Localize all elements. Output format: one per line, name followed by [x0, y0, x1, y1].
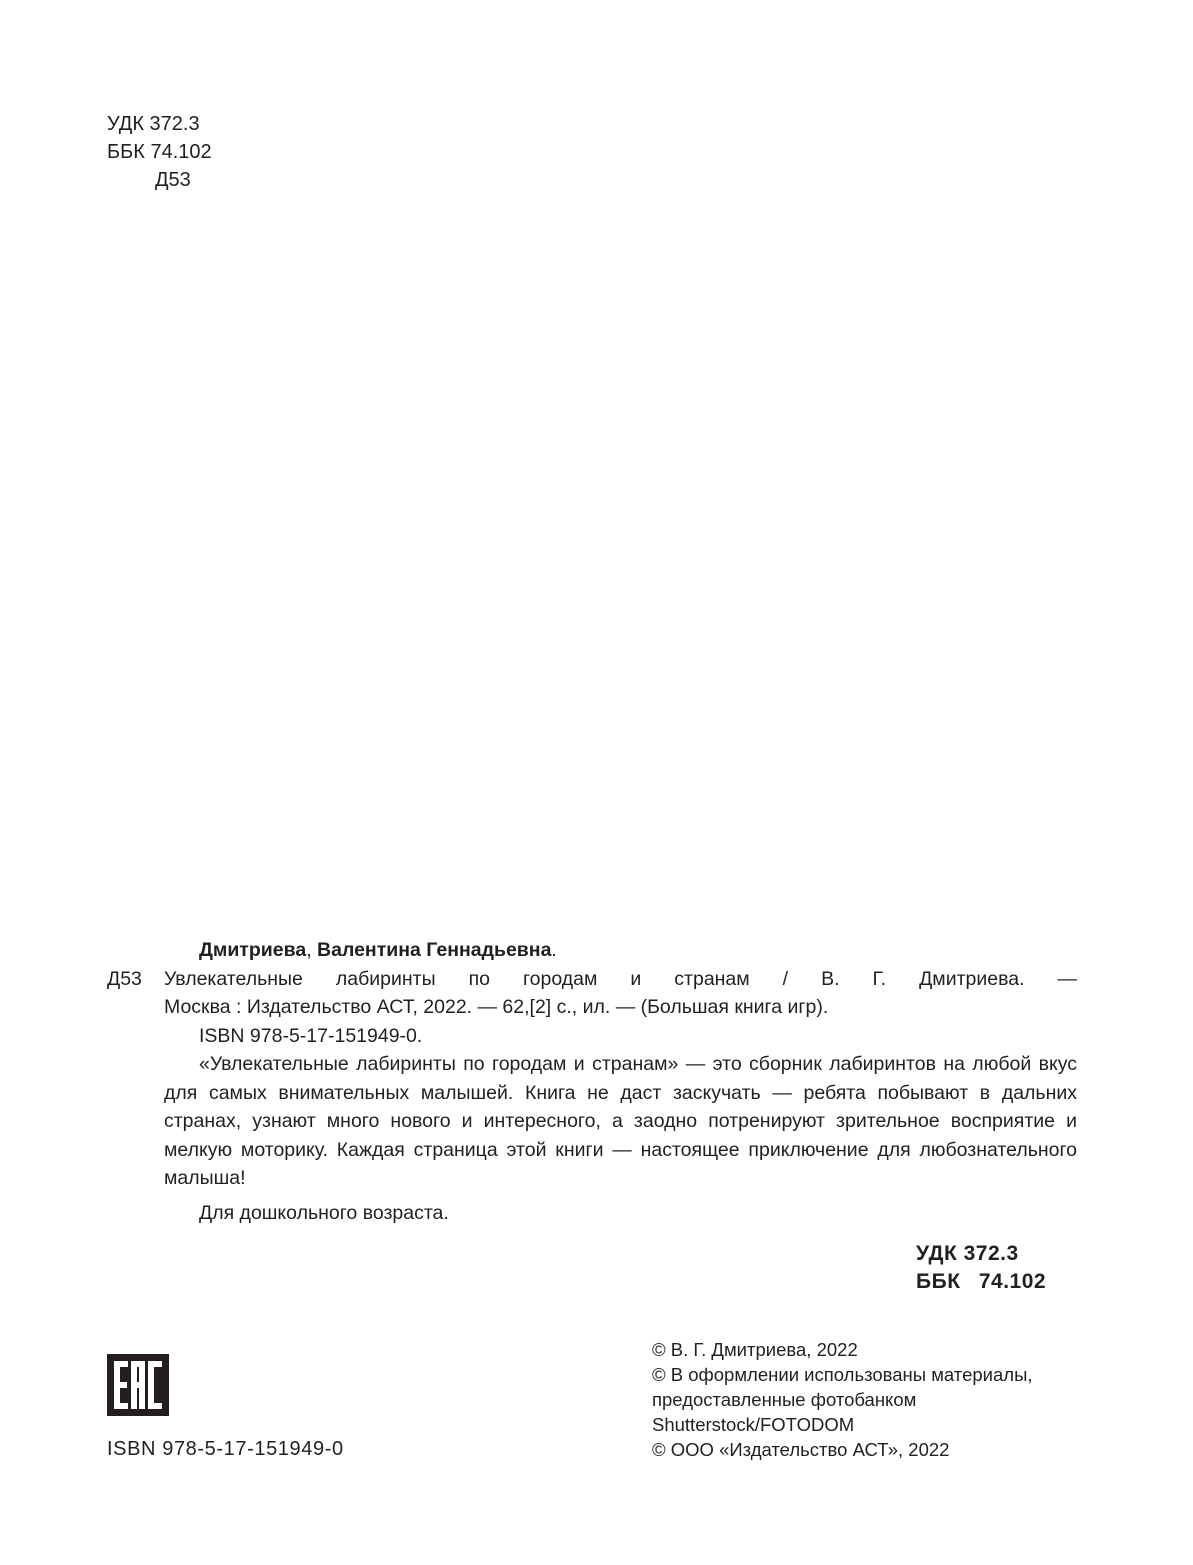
annotation	[107, 1050, 1077, 1193]
copyright-photobank: предоставленные фотобанком	[652, 1389, 917, 1410]
author-surname: Дмитриева	[199, 939, 307, 961]
udk-row	[916, 1240, 1046, 1268]
classification-codes-top	[107, 110, 212, 194]
bbk-label: ББК	[916, 1270, 961, 1293]
copyright-materials: © В оформлении использованы материалы,	[652, 1364, 1033, 1385]
annotation-text: «Увлекательные лабиринты по городам и странам» — это сборник лабиринтов на любой вкус для самых внимательных малышей. Книга не даст заскучать — ребята побывают в дальних странах, узнают много нового и интересного, а заодно потренируют зрительное восприятие и мелкую моторику. Каждая страница этой книги — настоящее приключение для любознательного малыша!	[164, 1053, 1077, 1189]
title-row	[107, 965, 1077, 994]
copyright-publisher: © ООО «Издательство АСТ», 2022	[652, 1439, 950, 1460]
copyright-block	[652, 1337, 1033, 1462]
udk-label: УДК	[916, 1242, 958, 1265]
author-separator: ,	[306, 939, 318, 961]
bbk-value: 74.102	[978, 1270, 1047, 1293]
copyright-author: © В. Г. Дмитриева, 2022	[652, 1339, 858, 1360]
isbn-bottom: ISBN 978-5-17-151949-0	[107, 1438, 344, 1460]
bibliographic-record	[107, 936, 1077, 1227]
age-rating: Для дошкольного возраста.	[199, 1201, 449, 1224]
eac-certification-icon	[107, 1354, 169, 1416]
author-heading	[107, 936, 1077, 965]
udk-value: 372.3	[963, 1242, 1019, 1265]
record-author-mark: Д53	[107, 967, 142, 990]
author-mark: Д53	[155, 169, 191, 191]
classification-codes-bottom	[916, 1240, 1046, 1296]
title-line-1: Увлекательные лабиринты по городам и странам / В. Г. Дмитриева. —	[164, 967, 1077, 990]
title-line-2: Москва : Издательство АСТ, 2022. — 62,[2] с., ил. — (Большая книга игр).	[164, 996, 829, 1018]
udk-code: УДК 372.3	[107, 113, 200, 135]
copyright-shutterstock: Shutterstock/FOTODOM	[652, 1414, 855, 1435]
eac-logo-icon	[107, 1354, 169, 1416]
author-end: .	[551, 939, 557, 961]
bbk-code: ББК 74.102	[107, 141, 212, 163]
bbk-row	[916, 1268, 1046, 1296]
author-name: Валентина Геннадьевна	[317, 939, 552, 961]
isbn-record: ISBN 978-5-17-151949-0.	[199, 1024, 423, 1047]
